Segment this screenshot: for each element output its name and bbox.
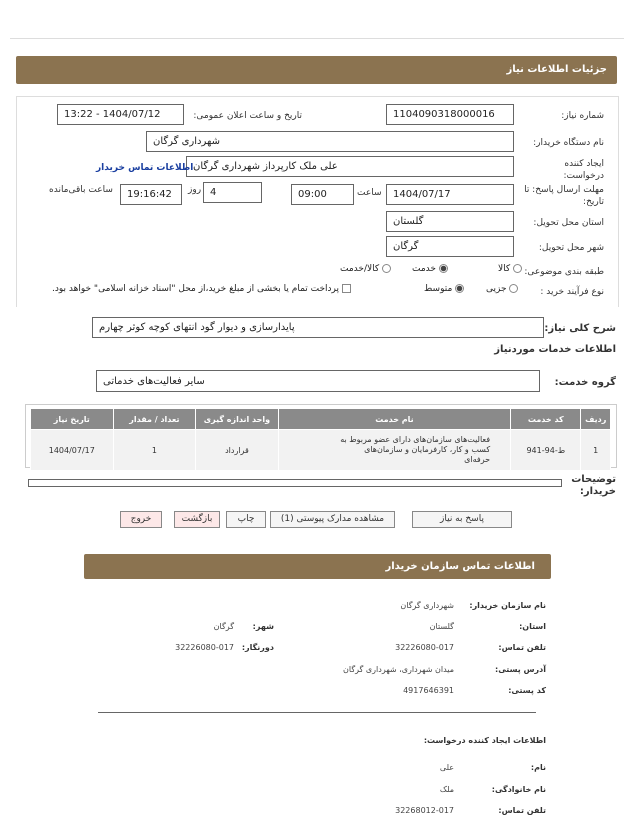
contact-phone-label: تلفن تماس: [498, 643, 546, 652]
category-label: طبقه بندی موضوعی: [524, 267, 604, 277]
buyer-org-label: نام دستگاه خریدار: [533, 138, 604, 148]
creator-name-label: نام: [530, 763, 546, 772]
cell-row: 1 [581, 430, 611, 471]
page-title: جزئیات اطلاعات نیاز [506, 64, 607, 75]
contact-divider [98, 712, 536, 713]
need-number-label: شماره نیاز: [561, 111, 604, 121]
deadline-date-field: 1404/07/17 [386, 184, 514, 205]
col-name: نام خدمت [278, 409, 510, 430]
summary-label: شرح کلی نیاز: [544, 323, 616, 334]
buyer-notes-label: توضیحات خریدار: [571, 474, 616, 497]
contact-postal-label: کد پستی: [508, 686, 546, 695]
cell-name: فعالیت‌های سازمان‌های دارای عضو مربوط به کسب و کار، کارفرمایان و سازمان‌های حرفه‌ای [278, 430, 510, 471]
contact-postal: 4917646391 [403, 686, 454, 695]
radio-selected-icon [439, 264, 448, 273]
checkbox-icon [342, 284, 351, 293]
payment-note[interactable]: پرداخت تمام یا بخشی از مبلغ خرید،از محل "اسناد خزانه اسلامی" خواهد بود. [52, 284, 351, 294]
days-field: 4 [203, 182, 262, 203]
contact-city-label: شهر: [252, 622, 274, 631]
creator-name: علی [439, 763, 454, 772]
top-divider [10, 38, 624, 39]
creator-phone: 32268012-017 [395, 806, 454, 815]
radio-icon [513, 264, 522, 273]
contact-title: اطلاعات تماس سازمان خریدار [385, 561, 535, 572]
contact-header [84, 554, 551, 579]
province-field: گلستان [386, 211, 514, 232]
back-button[interactable]: بازگشت [174, 511, 220, 528]
deadline-time-field: 09:00 [291, 184, 354, 205]
table-header-row [31, 409, 611, 430]
remaining-field: 19:16:42 [120, 184, 182, 205]
col-row: ردیف [581, 409, 611, 430]
province-label: استان محل تحویل: [533, 218, 604, 228]
contact-fax-label: دورنگار: [241, 643, 274, 652]
attachments-button[interactable]: مشاهده مدارک پیوستی (1) [270, 511, 395, 528]
category-option-both[interactable]: کالا/خدمت [340, 264, 391, 274]
col-code: کد خدمت [511, 409, 581, 430]
cell-unit: قرارداد [196, 430, 279, 471]
contact-address: میدان شهرداری، شهرداری گرگان [343, 665, 454, 674]
radio-icon [509, 284, 518, 293]
city-label: شهر محل تحویل: [538, 243, 604, 253]
contact-org: شهرداری گرگان [400, 601, 454, 610]
col-qty: تعداد / مقدار [113, 409, 196, 430]
contact-org-label: نام سازمان خریدار: [469, 601, 546, 610]
contact-address-label: آدرس پستی: [495, 665, 546, 674]
summary-field: پایدارسازی و دیوار گود انتهای کوچه کوثر چهارم [92, 317, 544, 338]
buyer-notes-field [28, 479, 562, 487]
category-option-goods[interactable]: کالا [498, 264, 522, 274]
cell-date: 1404/07/17 [31, 430, 114, 471]
creator-phone-label: تلفن تماس: [498, 806, 546, 815]
creator-family: ملک [439, 785, 454, 794]
cell-code: ط-94-941 [511, 430, 581, 471]
contact-link[interactable]: اطلاعات تماس خریدار [96, 163, 194, 173]
creator-info-title: اطلاعات ایجاد کننده درخواست: [423, 736, 546, 745]
process-option-medium[interactable]: متوسط [424, 284, 464, 294]
buyer-org-field: شهرداری گرگان [146, 131, 514, 152]
contact-province: گلستان [429, 622, 454, 631]
contact-fax: 32226080-017 [175, 643, 234, 652]
service-group-label: گروه خدمت: [554, 377, 616, 388]
contact-phone: 32226080-017 [395, 643, 454, 652]
print-button[interactable]: چاپ [226, 511, 266, 528]
announce-field: 1404/07/12 - 13:22 [57, 104, 184, 125]
creator-field: علی ملک کارپرداز شهرداری گرگان [186, 156, 514, 177]
service-group-field: سایر فعالیت‌های خدماتی [96, 370, 540, 392]
table-row [31, 430, 611, 471]
services-title: اطلاعات خدمات موردنیاز [494, 344, 616, 355]
cell-qty: 1 [113, 430, 196, 471]
reply-button[interactable]: پاسخ به نیاز [412, 511, 512, 528]
time-label: ساعت [357, 188, 382, 198]
col-unit: واحد اندازه گیری [196, 409, 279, 430]
services-table [30, 408, 611, 471]
remaining-label: ساعت باقی‌مانده [49, 185, 113, 195]
radio-icon [382, 264, 391, 273]
page-header [16, 56, 617, 84]
col-date: تاریخ نیاز [31, 409, 114, 430]
exit-button[interactable]: خروج [120, 511, 162, 528]
process-label: نوع فرآیند خرید : [540, 287, 604, 297]
deadline-label: مهلت ارسال پاسخ: تا تاریخ: [524, 185, 604, 207]
creator-family-label: نام خانوادگی: [491, 785, 546, 794]
day-label: روز [188, 185, 202, 195]
contact-city: گرگان [213, 622, 234, 631]
process-option-minor[interactable]: جزیی [486, 284, 518, 294]
need-number-field: 1104090318000016 [386, 104, 514, 125]
category-option-service[interactable]: خدمت [412, 264, 448, 274]
city-field: گرگان [386, 236, 514, 257]
contact-province-label: استان: [519, 622, 546, 631]
creator-label: ایجاد کننده درخواست: [563, 159, 604, 181]
radio-selected-icon [455, 284, 464, 293]
announce-label: تاریخ و ساعت اعلان عمومی: [193, 111, 302, 121]
